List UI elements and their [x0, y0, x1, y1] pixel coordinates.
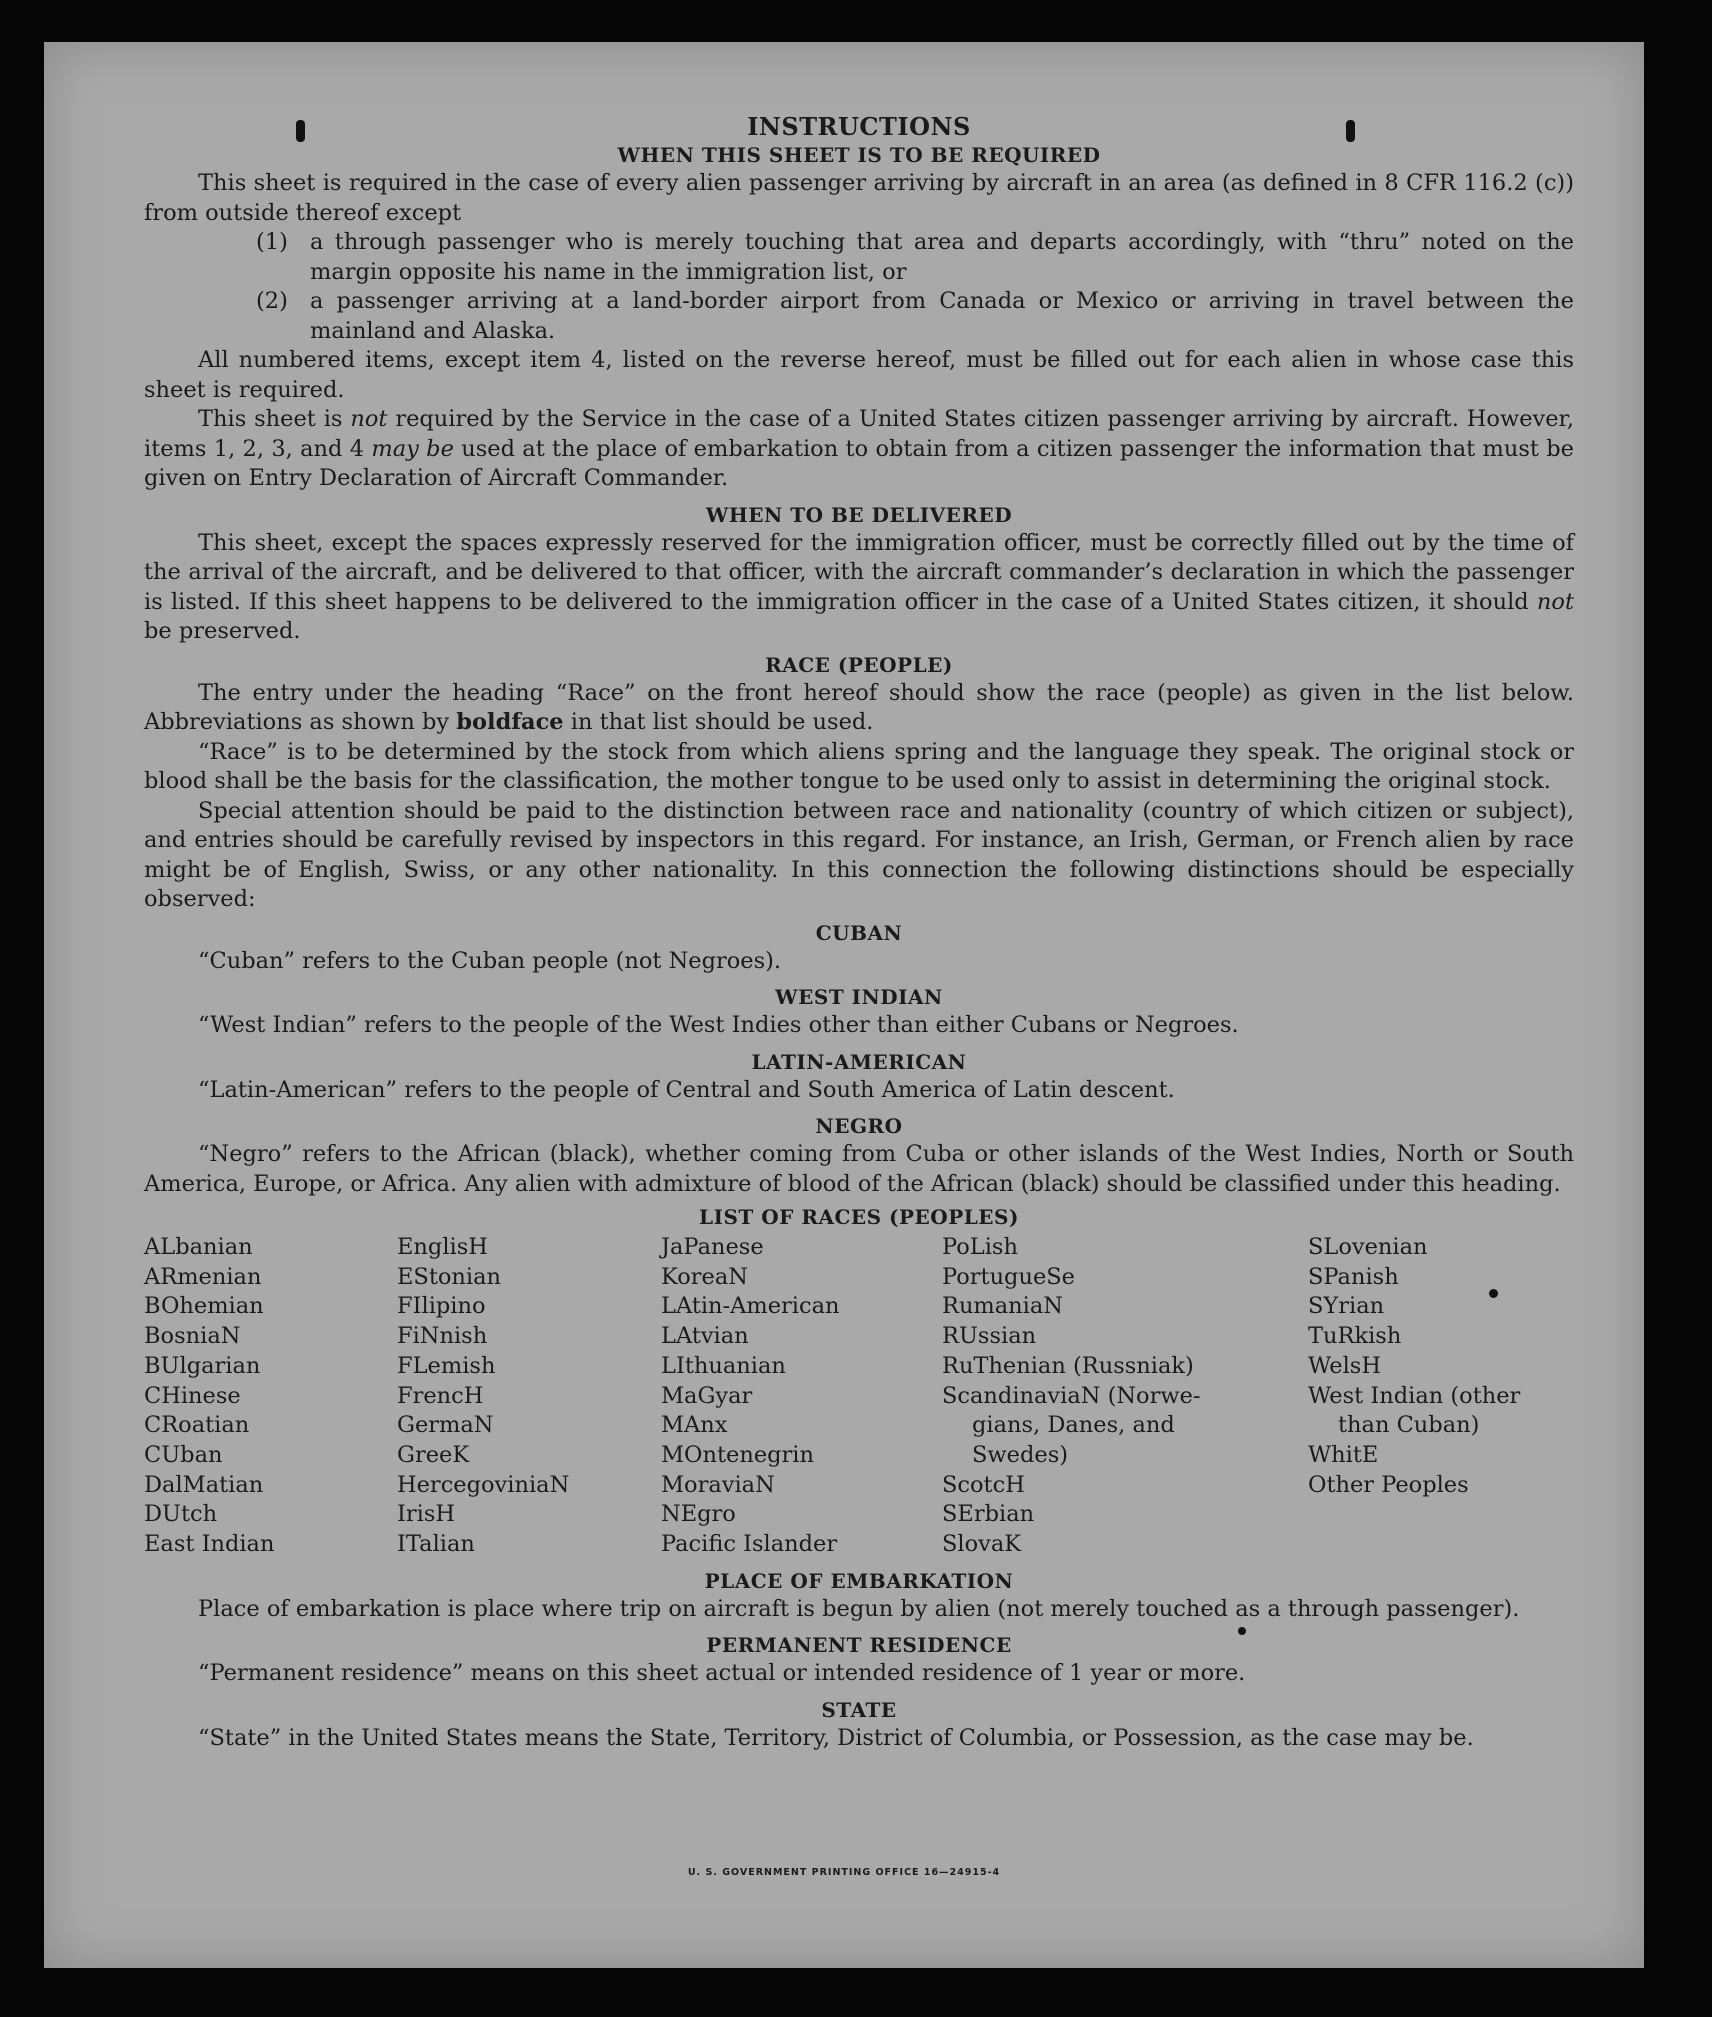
when-required-intro: This sheet is required in the case of every alien passenger arriving by aircraft in an area (as defined in 8 CFR 116.2 (c)) from outside thereof except	[144, 170, 1574, 226]
instructions-content	[144, 112, 1574, 1753]
page-title: INSTRUCTIONS	[747, 112, 971, 141]
printing-office-footer: U. S. GOVERNMENT PRINTING OFFICE 16—24915-4	[687, 1867, 1001, 1878]
race-list	[144, 1233, 1574, 1560]
heading-when-required: WHEN THIS SHEET IS TO BE REQUIRED	[617, 143, 1101, 167]
race-item: LAtin-American	[661, 1293, 840, 1320]
race-item: Other Peoples	[1308, 1471, 1469, 1498]
race-column-5	[1308, 1233, 1574, 1560]
heading-latin-american: LATIN-AMERICAN	[751, 1049, 967, 1074]
numbered-items-paragraph: All numbered items, except item 4, listed on the reverse hereof, must be filled out for each alien in whose case this sheet is required.	[144, 347, 1574, 403]
race-item: KoreaN	[661, 1263, 748, 1290]
race-item: MoraviaN	[661, 1471, 775, 1498]
race-item: NEgro	[661, 1501, 736, 1528]
race-item: LIthuanian	[661, 1352, 786, 1379]
race-item: GreeK	[397, 1441, 470, 1468]
race-item: CUban	[144, 1441, 223, 1468]
race-item: LAtvian	[661, 1323, 749, 1350]
race-item: SlovaK	[942, 1531, 1022, 1558]
race-item: GermaN	[397, 1412, 494, 1439]
race-item: ALbanian	[144, 1234, 253, 1260]
exception-item-1	[144, 228, 1574, 287]
race-item: ScandinaviaN (Norwe-	[942, 1382, 1201, 1409]
race-item: FrencH	[397, 1382, 484, 1409]
delivered-paragraph: This sheet, except the spaces expressly reserved for the immigration officer, must be correctly filled out by the time of the arrival of the aircraft, and be delivered to that officer, with the aircraft commander’s declaration in which the passenger is listed. If this sheet happens to be delivered to the immigration officer in the case of a United States citizen, it should not be preserved.	[144, 529, 1574, 644]
heading-place-of-embarkation: PLACE OF EMBARKATION	[704, 1568, 1014, 1593]
negro-text: “Negro” refers to the African (black), whether coming from Cuba or other islands of the West Indies, North or South America, Europe, or Africa. Any alien with admixture of blood of the African (black) should be classified under this heading.	[144, 1141, 1574, 1197]
race-item: SYrian	[1308, 1293, 1385, 1320]
race-item: MOntenegrin	[661, 1441, 814, 1468]
race-item: FiNnish	[397, 1323, 488, 1350]
heading-negro: NEGRO	[815, 1114, 903, 1138]
race-item: RuThenian (Russniak)	[942, 1352, 1194, 1379]
race-paragraph-3: Special attention should be paid to the distinction between race and nationality (country of which citizen or subject), and entries should be carefully revised by inspectors in this regard. For instance, an Irish, German, or French alien by race might be of English, Swiss, or any other nationality. In this connection the following distinctions should be especially observed:	[144, 797, 1574, 912]
race-item-continuation: Swedes)	[972, 1441, 1069, 1468]
race-item: SPanish	[1308, 1263, 1399, 1290]
race-item: MaGyar	[661, 1382, 753, 1409]
race-item-continuation: than Cuban)	[1338, 1412, 1480, 1439]
race-item: HercegoviniaN	[397, 1471, 570, 1498]
race-item-continuation: gians, Danes, and	[972, 1412, 1175, 1439]
race-item: ScotcH	[942, 1471, 1025, 1498]
race-column-4	[942, 1233, 1308, 1560]
item-text: a through passenger who is merely touching that area and departs accordingly, with “thru” noted on the margin opposite his name in the immigration list, or	[310, 229, 1574, 285]
race-item: Pacific Islander	[661, 1531, 838, 1558]
race-item: JaPanese	[661, 1234, 764, 1260]
heading-list-of-races: LIST OF RACES (PEOPLES)	[699, 1205, 1019, 1229]
race-item: FLemish	[397, 1352, 496, 1379]
race-item: West Indian (other	[1308, 1382, 1521, 1409]
race-item: East Indian	[144, 1531, 275, 1558]
race-item: CRoatian	[144, 1412, 250, 1439]
latin-american-text: “Latin-American” refers to the people of Central and South America of Latin descent.	[198, 1076, 1175, 1103]
west-indian-text: “West Indian” refers to the people of the West Indies other than either Cubans or Negroes.	[198, 1012, 1239, 1038]
citizen-paragraph: This sheet is not required by the Service in the case of a United States citizen passenger arriving by aircraft. However, items 1, 2, 3, and 4 may be used at the place of embarkation to obtain from a citizen passenger the information that must be given on Entry Declaration of Aircraft Commander.	[144, 406, 1574, 491]
race-item: BOhemian	[144, 1293, 264, 1320]
race-item: RumaniaN	[942, 1293, 1063, 1320]
embarkation-text: Place of embarkation is place where trip on aircraft is begun by alien (not merely touched as a through passenger).	[198, 1595, 1520, 1622]
race-item: EStonian	[397, 1263, 502, 1290]
race-column-1	[144, 1233, 397, 1560]
heading-permanent-residence: PERMANENT RESIDENCE	[706, 1633, 1012, 1658]
residence-text: “Permanent residence” means on this sheet actual or intended residence of 1 year or more.	[198, 1660, 1246, 1687]
race-paragraph-1: The entry under the heading “Race” on the front hereof should show the race (people) as given in the list below. Abbreviations as shown by boldface in that list should be used.	[144, 679, 1574, 735]
race-item: DUtch	[144, 1501, 218, 1528]
cuban-text: “Cuban” refers to the Cuban people (not Negroes).	[198, 947, 782, 974]
item-text: a passenger arriving at a land-border airport from Canada or Mexico or arriving in travel between the mainland and Alaska.	[310, 288, 1574, 344]
heading-when-delivered: WHEN TO BE DELIVERED	[705, 502, 1013, 527]
race-item: SErbian	[942, 1501, 1035, 1528]
heading-state: STATE	[821, 1697, 897, 1722]
race-item: PortugueSe	[942, 1263, 1076, 1290]
heading-west-indian: WEST INDIAN	[775, 985, 943, 1009]
race-item: ITalian	[397, 1531, 475, 1558]
race-item: EnglisH	[397, 1234, 488, 1260]
race-item: IrisH	[397, 1501, 456, 1528]
race-item: BosniaN	[144, 1323, 241, 1350]
heading-cuban: CUBAN	[815, 920, 903, 945]
race-item: PoLish	[942, 1234, 1018, 1260]
race-item: CHinese	[144, 1382, 241, 1409]
race-item: ARmenian	[144, 1263, 262, 1290]
document-sheet	[44, 42, 1644, 1968]
race-item: RUssian	[942, 1323, 1037, 1350]
race-item: WhitE	[1308, 1441, 1379, 1468]
item-number: (2)	[256, 288, 288, 314]
heading-race: RACE (PEOPLE)	[765, 652, 953, 677]
race-item: SLovenian	[1308, 1234, 1428, 1260]
race-item: DalMatian	[144, 1471, 264, 1498]
race-item: MAnx	[661, 1412, 728, 1439]
exception-item-2	[144, 287, 1574, 346]
race-column-2	[397, 1233, 661, 1560]
race-item: FIlipino	[397, 1293, 486, 1320]
state-text: “State” in the United States means the State, Territory, District of Columbia, or Possession, as the case may be.	[198, 1724, 1474, 1751]
race-column-3	[661, 1233, 942, 1560]
race-item: BUlgarian	[144, 1352, 261, 1379]
item-number: (1)	[256, 229, 288, 255]
race-item: WelsH	[1308, 1352, 1381, 1379]
race-paragraph-2: “Race” is to be determined by the stock from which aliens spring and the language they speak. The original stock or blood shall be the basis for the classification, the mother tongue to be used only to assist in determining the original stock.	[144, 738, 1574, 794]
race-item: TuRkish	[1308, 1323, 1402, 1350]
